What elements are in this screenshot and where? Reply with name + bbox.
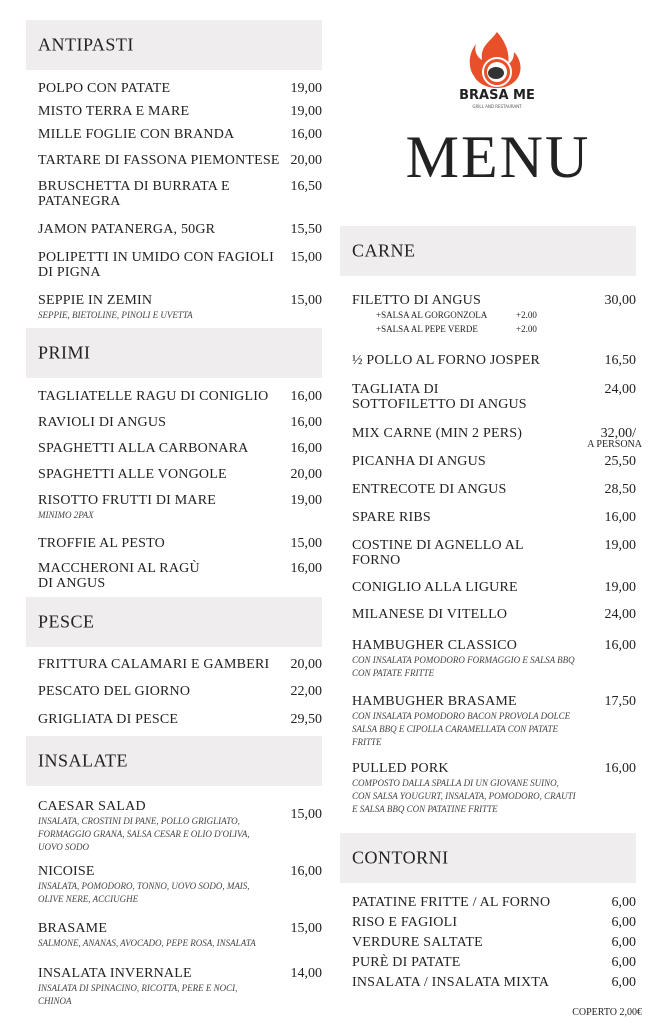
menu-item-price: 19,00 xyxy=(604,538,636,553)
menu-item-name: MILLE FOGLIE CON BRANDA xyxy=(38,127,235,142)
menu-item-description: CON INSALATA POMODORO BACON PROVOLA DOLCE xyxy=(352,711,571,721)
menu-item-name: HAMBUGHER CLASSICO xyxy=(352,638,518,653)
menu-item-name: CAESAR SALAD xyxy=(38,799,146,814)
section-title: ANTIPASTI xyxy=(38,34,134,55)
menu-item-price: 20,00 xyxy=(290,153,322,168)
menu-item-name: TROFFIE AL PESTO xyxy=(38,536,165,551)
menu-item-name: PULLED PORK xyxy=(352,761,449,776)
menu-item-description: CHINOA xyxy=(38,996,72,1006)
menu-item-name: PICANHA DI ANGUS xyxy=(352,454,486,469)
menu-item-name: VERDURE SALTATE xyxy=(352,935,483,950)
menu-item-name: POLIPETTI IN UMIDO CON FAGIOLI xyxy=(38,250,274,265)
menu-item-description: CON PATATE FRITTE xyxy=(352,668,435,678)
menu-item-name: COSTINE DI AGNELLO AL xyxy=(352,538,524,553)
menu-item-description: FORMAGGIO GRANA, SALSA CESAR E OLIO D'OLIVA, xyxy=(38,829,250,839)
menu-item-price: 16,00 xyxy=(290,389,322,404)
menu-item-name: RISOTTO FRUTTI DI MARE xyxy=(38,493,216,508)
extra-option-price: +2.00 xyxy=(516,324,537,334)
menu-item-name: RISO E FAGIOLI xyxy=(352,915,458,930)
menu-item-price: 15,00 xyxy=(290,293,322,308)
menu-item-name: DI PIGNA xyxy=(38,265,101,280)
menu-item-description: COMPOSTO DALLA SPALLA DI UN GIOVANE SUINO, xyxy=(352,778,559,788)
menu-item-price: 16,00 xyxy=(290,561,322,576)
menu-item-price: 15,00 xyxy=(290,807,322,822)
section-header-insalate xyxy=(26,736,322,786)
menu-item-name: MACCHERONI AL RAGÙ xyxy=(38,561,200,576)
menu-item-price: 19,00 xyxy=(604,580,636,595)
menu-item-name: CONIGLIO ALLA LIGURE xyxy=(352,580,518,595)
menu-item-price: 16,00 xyxy=(290,441,322,456)
menu-item-price: 16,00 xyxy=(290,864,322,879)
menu-item-name: SEPPIE IN ZEMIN xyxy=(38,293,153,308)
extra-option-price: +2.00 xyxy=(516,310,537,320)
price-note: A PERSONA xyxy=(587,439,642,450)
logo-tagline: GRILL AND RESTAURANT xyxy=(472,104,522,109)
section-title: INSALATE xyxy=(38,750,128,771)
menu-item-description: MINIMO 2PAX xyxy=(38,510,94,520)
menu-item-description: INSALATA, POMODORO, TONNO, UOVO SODO, MAIS, xyxy=(38,881,250,891)
menu-item-name: TAGLIATELLE RAGU DI CONIGLIO xyxy=(38,389,269,404)
menu-item-description: SALSA BBQ E CIPOLLA CARAMELLATA CON PATATE xyxy=(352,724,559,734)
menu-item-name: MIX CARNE (MIN 2 PERS) xyxy=(352,426,523,441)
menu-item-name: TAGLIATA DI xyxy=(352,382,439,397)
menu-item-description: UOVO SODO xyxy=(38,842,89,852)
menu-item-name: INSALATA INVERNALE xyxy=(38,966,192,981)
menu-item-name: SPAGHETTI ALLA CARBONARA xyxy=(38,441,249,456)
menu-item-description: SEPPIE, BIETOLINE, PINOLI E UVETTA xyxy=(38,310,193,320)
menu-item-price: 14,00 xyxy=(290,966,322,981)
section-header-pesce xyxy=(26,597,322,647)
menu-item-name: PURÈ DI PATATE xyxy=(352,955,461,970)
menu-item-name: SOTTOFILETTO DI ANGUS xyxy=(352,397,527,412)
menu-item-description: CON SALSA YOUGURT, INSALATA, POMODORO, CRAUTI xyxy=(352,791,576,801)
menu-item-name: MISTO TERRA E MARE xyxy=(38,104,190,119)
menu-item-price: 6,00 xyxy=(611,935,636,950)
menu-item-name: INSALATA / INSALATA MIXTA xyxy=(352,975,550,990)
menu-item-name: SPARE RIBS xyxy=(352,510,431,525)
menu-item-price: 16,00 xyxy=(290,127,322,142)
page-title: MENU xyxy=(405,124,591,190)
menu-item-price: 16,00 xyxy=(604,761,636,776)
section-title: CONTORNI xyxy=(352,847,449,868)
menu-item-name: BRASAME xyxy=(38,921,108,936)
menu-item-description: INSALATA, CROSTINI DI PANE, POLLO GRIGLIATO, xyxy=(38,816,240,826)
section-title: PRIMI xyxy=(38,342,91,363)
section-header-primi xyxy=(26,328,322,378)
menu-item-price: 17,50 xyxy=(604,694,636,709)
menu-item-description: INSALATA DI SPINACINO, RICOTTA, PERE E NOCI, xyxy=(38,983,238,993)
menu-item-name: FORNO xyxy=(352,553,401,568)
menu-item-price: 29,50 xyxy=(290,712,322,727)
menu-item-name: PESCATO DEL GIORNO xyxy=(38,684,191,699)
section-header-carne xyxy=(340,226,636,276)
section-header-antipasti xyxy=(26,20,322,70)
menu-item-name: FILETTO DI ANGUS xyxy=(352,293,481,308)
menu-item-price: 6,00 xyxy=(611,895,636,910)
menu-item-price: 16,50 xyxy=(290,179,322,194)
menu-item-price: 6,00 xyxy=(611,915,636,930)
menu-item-name: MILANESE DI VITELLO xyxy=(352,607,508,622)
menu-item-price: 16,00 xyxy=(290,415,322,430)
menu-item-name: JAMON PATANERGA, 50GR xyxy=(38,222,216,237)
menu-item-name: TARTARE DI FASSONA PIEMONTESE xyxy=(38,153,280,168)
menu-item-price: 19,00 xyxy=(290,81,322,96)
menu-item-price: 15,00 xyxy=(290,250,322,265)
menu-item-name: HAMBUGHER BRASAME xyxy=(352,694,517,709)
menu-item-description: CON INSALATA POMODORO FORMAGGIO E SALSA BBQ xyxy=(352,655,575,665)
extra-option-label: +SALSA AL PEPE VERDE xyxy=(376,324,478,334)
menu-item-price: 19,00 xyxy=(290,104,322,119)
section-header-contorni xyxy=(340,833,636,883)
menu-item-price: 15,00 xyxy=(290,536,322,551)
menu-item-name: GRIGLIATA DI PESCE xyxy=(38,712,179,727)
menu-item-price: 6,00 xyxy=(611,955,636,970)
section-title: CARNE xyxy=(352,240,416,261)
menu-item-price: 6,00 xyxy=(611,975,636,990)
menu-item-description: OLIVE NERE, ACCIUGHE xyxy=(38,894,139,904)
menu-item-price: 20,00 xyxy=(290,657,322,672)
menu-item-price: 15,00 xyxy=(290,921,322,936)
coperto-note: COPERTO 2,00€ xyxy=(572,1007,642,1018)
menu-item-description: E SALSA BBQ CON PATATINE FRITTE xyxy=(352,804,498,814)
menu-item-price: 25,50 xyxy=(604,454,636,469)
menu-item-price: 24,00 xyxy=(604,382,636,397)
menu-item-price: 30,00 xyxy=(604,293,636,308)
menu-item-name: BRUSCHETTA DI BURRATA E xyxy=(38,179,230,194)
menu-item-price: 16,00 xyxy=(604,510,636,525)
menu-item-name: NICOISE xyxy=(38,864,95,879)
menu-item-price: 15,50 xyxy=(290,222,322,237)
menu-item-description: FRITTE xyxy=(352,737,382,747)
menu-item-price: 32,00/ xyxy=(600,426,636,441)
logo-name: BRASA ME xyxy=(459,88,535,103)
extra-option-label: +SALSA AL GORGONZOLA xyxy=(376,310,488,320)
menu-item-price: 20,00 xyxy=(290,467,322,482)
menu-item-name: DI ANGUS xyxy=(38,576,106,591)
menu-item-name: SPAGHETTI ALLE VONGOLE xyxy=(38,467,227,482)
menu-item-price: 16,00 xyxy=(604,638,636,653)
menu-item-price: 19,00 xyxy=(290,493,322,508)
menu-item-name: PATANEGRA xyxy=(38,194,121,209)
menu-item-price: 22,00 xyxy=(290,684,322,699)
menu-item-name: ½ POLLO AL FORNO JOSPER xyxy=(352,353,541,368)
menu-item-price: 16,50 xyxy=(604,353,636,368)
menu-item-price: 28,50 xyxy=(604,482,636,497)
menu-item-name: PATATINE FRITTE / AL FORNO xyxy=(352,895,551,910)
menu-item-name: ENTRECOTE DI ANGUS xyxy=(352,482,507,497)
menu-item-description: SALMONE, ANANAS, AVOCADO, PEPE ROSA, INSALATA xyxy=(38,938,256,948)
menu-item-name: POLPO CON PATATE xyxy=(38,81,171,96)
menu-item-name: FRITTURA CALAMARI E GAMBERI xyxy=(38,657,270,672)
section-title: PESCE xyxy=(38,611,95,632)
menu-item-price: 24,00 xyxy=(604,607,636,622)
menu-item-name: RAVIOLI DI ANGUS xyxy=(38,415,167,430)
